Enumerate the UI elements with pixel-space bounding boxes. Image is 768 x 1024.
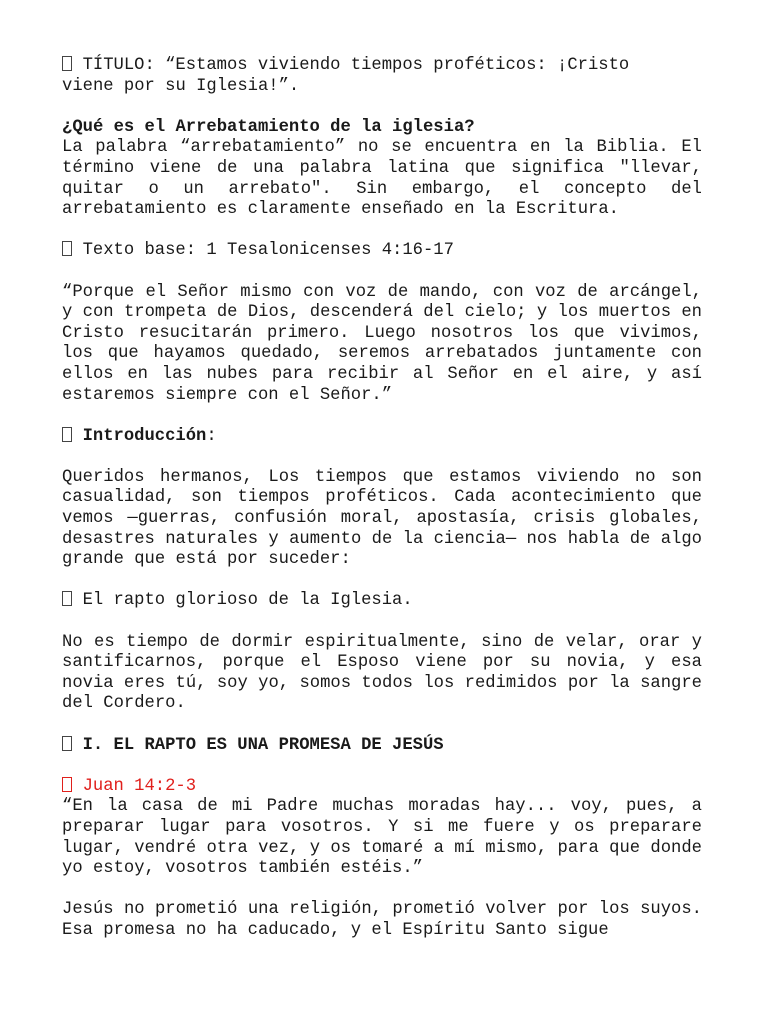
section-1-heading: I. EL RAPTO ES UNA PROMESA DE JESÚS [82,735,444,755]
section-1-heading-line [62,736,702,757]
base-text-line [62,241,702,262]
introduction-colon: : [206,426,217,446]
missing-glyph-box-icon [62,241,72,256]
introduction-paragraph: Queridos hermanos, Los tiempos que estamos viviendo no son casualidad, son tiempos proféticos. Cada acontecimiento que vemos —guerras, confusión moral, apostasía, crisis globales, desastres naturales y aumento de la ciencia— nos habla de algo grande que está por suceder: [62,467,702,570]
missing-glyph-box-icon [62,736,72,751]
john-verse-block [62,777,702,880]
introduction-heading-line [62,427,702,448]
rapture-definition-paragraph: La palabra “arrebatamiento” no se encuentra en la Biblia. El término viene de una palabra latina que significa "llevar, quitar o un arrebato". Sin embargo, el concepto del arrebatamiento es claramente enseñado en la Escritura. [62,138,702,220]
missing-glyph-box-icon [62,591,72,606]
base-text-label: Texto base: 1 Tesalonicenses 4:16-17 [82,241,454,261]
thessalonians-quote: “Porque el Señor mismo con voz de mando, con voz de arcángel, y con trompeta de Dios, descenderá del cielo; y los muertos en Cristo resucitarán primero. Luego nosotros los que vivimos, los que hayamos quedado, seremos arrebatados juntamente con ellos en las nubes para recibir al Señor en el aire, y así estaremos siempre con el Señor.” [62,282,702,405]
rapture-definition-section [62,118,702,221]
rapture-statement: El rapto glorioso de la Iglesia. [82,591,413,611]
missing-glyph-box-icon [62,427,72,442]
exhortation-paragraph: No es tiempo de dormir espiritualmente, sino de velar, orar y santificarnos, porque el Esposo viene por su novia, y esa novia eres tú, soy yo, somos todos los redimidos por la sangre del Cordero. [62,632,702,714]
document-title [62,56,702,97]
introduction-heading: Introducción [82,426,207,446]
title-line-2: viene por su Iglesia!”. [62,76,300,96]
verse-reference: Juan 14:2-3 [82,776,197,796]
rapture-statement-line [62,591,702,612]
missing-glyph-box-icon [62,777,72,792]
missing-glyph-box-icon [62,56,72,71]
document-page [62,56,702,962]
john-quote: “En la casa de mi Padre muchas moradas hay... voy, pues, a preparar lugar para vosotros. Y si me fuere y os preparare lugar, vendré otra vez, y os tomaré a mí mismo, para que donde yo estoy, vosotros también estéis.” [62,797,702,879]
rapture-question-heading: ¿Qué es el Arrebatamiento de la iglesia? [62,117,475,137]
title-line-1: TÍTULO: “Estamos viviendo tiempos proféticos: ¡Cristo [82,56,630,75]
closing-paragraph: Jesús no prometió una religión, prometió volver por los suyos. Esa promesa no ha caducado, y el Espíritu Santo sigue [62,900,702,940]
verse-reference-line [62,777,702,798]
